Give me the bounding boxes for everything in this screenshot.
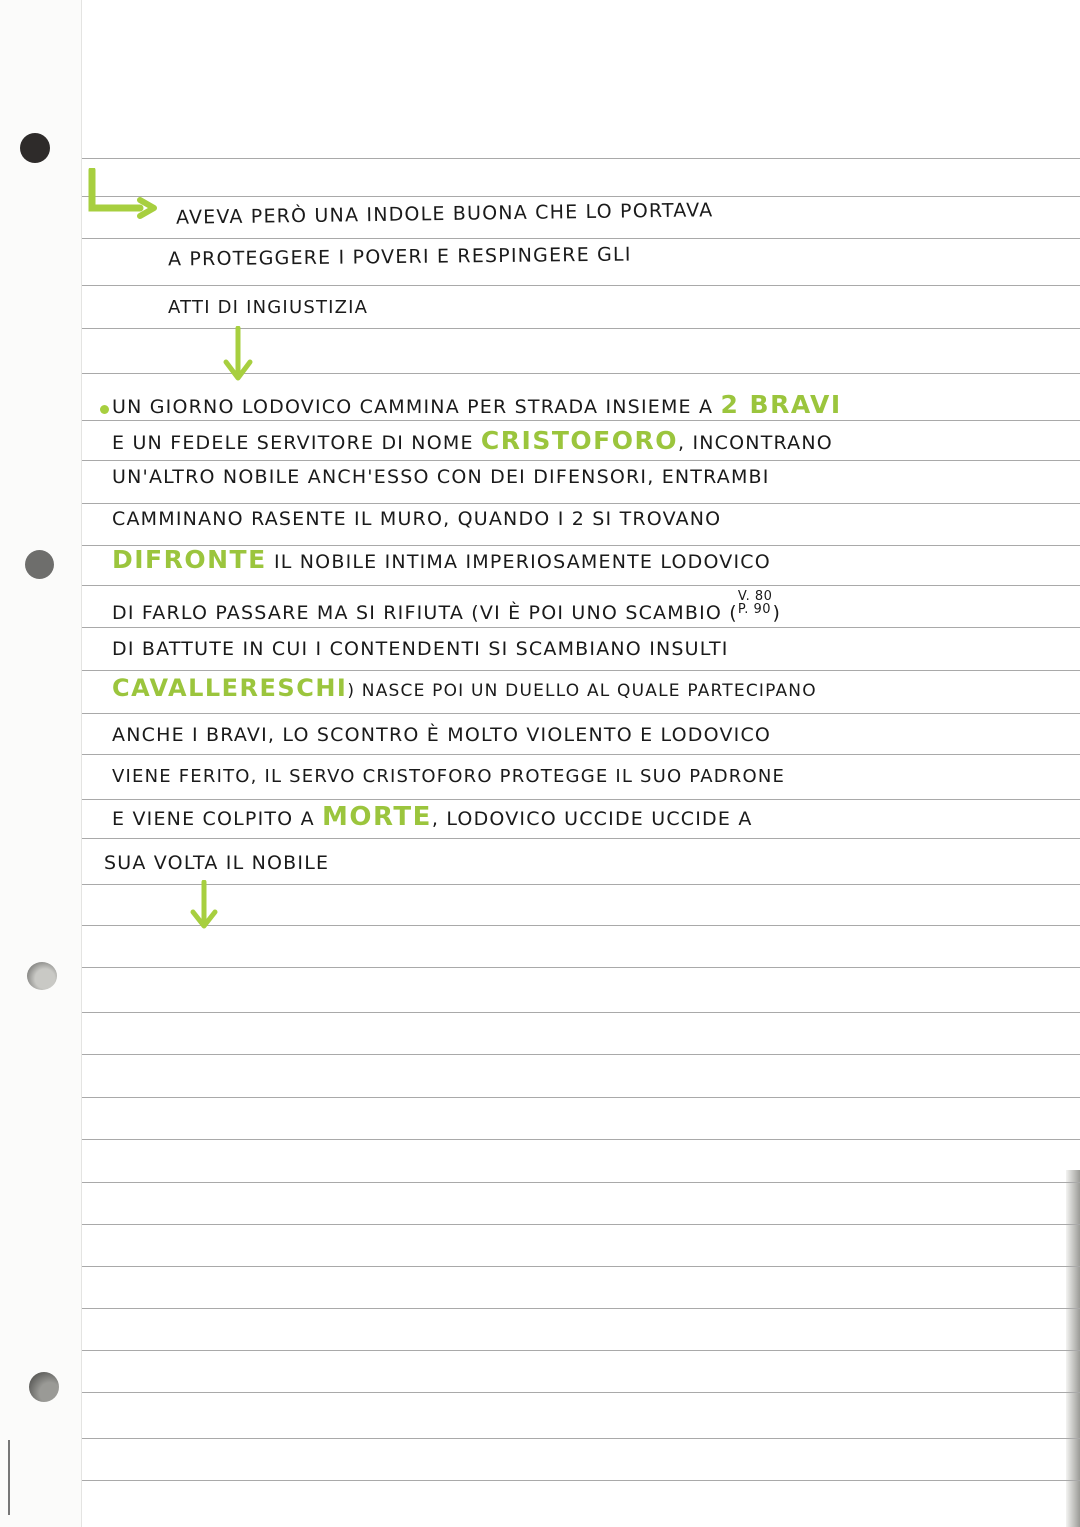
ruled-line: [82, 1224, 1080, 1225]
note-text: ): [772, 602, 782, 624]
note-line: SUA VOLTA IL NOBILE: [104, 852, 330, 874]
note-text: , INCONTRANO: [677, 432, 833, 454]
note-line: [112, 545, 771, 574]
note-line: [112, 802, 753, 832]
verse-ref: V. 80: [737, 589, 773, 604]
ruled-line: [82, 1097, 1080, 1098]
ruled-line: [82, 1350, 1080, 1351]
ruled-line: [82, 158, 1080, 159]
note-line: ANCHE I BRAVI, LO SCONTRO È MOLTO VIOLENTO E LODOVICO: [112, 724, 772, 746]
note-text: IL NOBILE INTIMA IMPERIOSAMENTE LODOVICO: [266, 551, 771, 573]
note-line: UN'ALTRO NOBILE ANCH'ESSO CON DEI DIFENSORI, ENTRAMBI: [112, 466, 770, 488]
note-line: [112, 390, 842, 419]
note-text: DI FARLO PASSARE MA SI RIFIUTA (VI È POI UNO SCAMBIO (: [112, 602, 738, 624]
ruled-line: [82, 799, 1080, 800]
ruled-line: [82, 1308, 1080, 1309]
punch-hole: [25, 550, 54, 579]
highlighted-term: MORTE: [322, 802, 432, 832]
ruled-line: [82, 1438, 1080, 1439]
ruled-line: [82, 838, 1080, 839]
highlighted-term: 2 BRAVI: [720, 390, 842, 419]
ruled-line: [82, 1266, 1080, 1267]
note-line: A PROTEGGERE I POVERI E RESPINGERE GLI: [167, 243, 632, 271]
ruled-line: [82, 1139, 1080, 1140]
note-line: DI BATTUTE IN CUI I CONTENDENTI SI SCAMBIANO INSULTI: [112, 638, 729, 660]
note-text: , LODOVICO UCCIDE UCCIDE A: [431, 808, 753, 830]
highlighted-term: CRISTOFORO: [480, 426, 678, 455]
ruled-line: [82, 884, 1080, 885]
binder-margin: [0, 0, 82, 1527]
ruled-line: [82, 585, 1080, 586]
ruled-line: [82, 503, 1080, 504]
ruled-line: [82, 967, 1080, 968]
ruled-line: [82, 420, 1080, 421]
ruled-line: [82, 285, 1080, 286]
highlighted-term: CAVALLERESCHI: [112, 674, 348, 702]
ruled-line: [82, 925, 1080, 926]
highlighted-term: DIFRONTE: [112, 545, 267, 574]
ruled-line: [82, 1392, 1080, 1393]
note-text: UN GIORNO LODOVICO CAMMINA PER STRADA INSIEME A: [112, 396, 721, 418]
note-line: ATTI DI INGIUSTIZIA: [168, 297, 369, 318]
ruled-line: [82, 754, 1080, 755]
ruled-line: [82, 460, 1080, 461]
punch-hole: [29, 1372, 59, 1402]
down-arrow-icon: [188, 880, 220, 934]
note-line: [112, 674, 817, 702]
punch-hole: [27, 962, 57, 990]
ruled-line: [82, 1012, 1080, 1013]
down-arrow-icon: [222, 326, 254, 386]
note-text: E UN FEDELE SERVITORE DI NOME: [112, 432, 481, 454]
l-arrow-icon: [88, 168, 163, 220]
ruled-line: [82, 1182, 1080, 1183]
punch-hole: [20, 133, 50, 163]
note-text: ) NASCE POI UN DUELLO AL QUALE PARTECIPANO: [347, 681, 817, 701]
bullet-point: [100, 405, 109, 414]
note-line: AVEVA PERÒ UNA INDOLE BUONA CHE LO PORTAVA: [175, 199, 714, 229]
note-text: E VIENE COLPITO A: [112, 808, 323, 830]
ruled-line: [82, 1054, 1080, 1055]
notebook-page: [82, 0, 1080, 1527]
note-line: [112, 426, 833, 455]
note-line: CAMMINANO RASENTE IL MURO, QUANDO I 2 SI TROVANO: [112, 508, 722, 530]
ruled-line: [82, 196, 1080, 197]
note-line: [112, 590, 781, 624]
ruled-line: [82, 1480, 1080, 1481]
page-ref: P. 90: [737, 602, 772, 617]
ruled-line: [82, 627, 1080, 628]
ruled-line: [82, 670, 1080, 671]
verse-page-reference: [738, 590, 773, 616]
page-edge-mark: [8, 1440, 10, 1515]
note-line: VIENE FERITO, IL SERVO CRISTOFORO PROTEGGE IL SUO PADRONE: [112, 766, 786, 787]
ruled-line: [82, 238, 1080, 239]
ruled-line: [82, 713, 1080, 714]
